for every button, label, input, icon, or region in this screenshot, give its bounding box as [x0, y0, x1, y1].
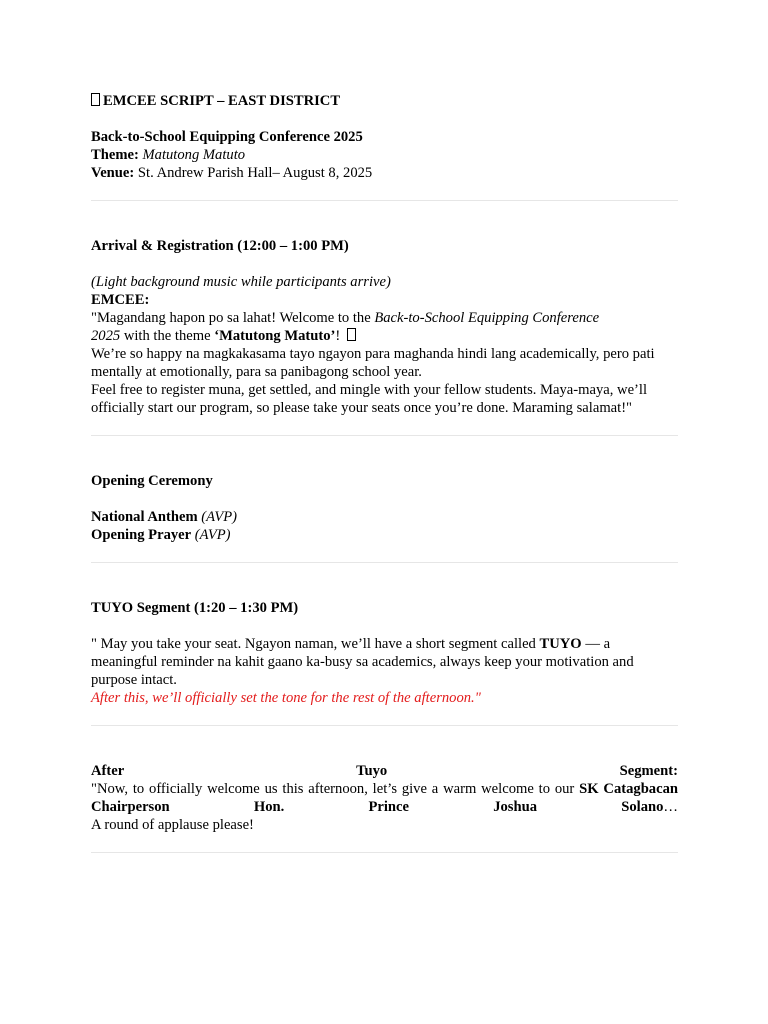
tuyo-red-line: After this, we’ll officially set the tone for the rest of the afternoon." [91, 690, 481, 706]
theme-value: Matutong Matuto [142, 147, 246, 163]
venue-label: Venue: [91, 165, 135, 181]
venue-value: St. Andrew Parish Hall– August 8, 2025 [137, 165, 373, 181]
arrival-paragraph-2: We’re so happy na magkakasama tayo ngayon para maghanda hindi lang academically, pero pati mentally at emotionally, para sa panibagong school year. [91, 346, 655, 380]
venue-line [91, 164, 678, 182]
document-title: EMCEE SCRIPT – EAST DISTRICT [91, 92, 678, 110]
anthem-line: National Anthem (AVP) [91, 509, 238, 525]
after-text: "Now, to officially welcome us this afternoon, let’s give a warm welcome to our SK Catagbacan Chairperson Hon. Prince Joshua Solano… [91, 781, 678, 815]
tuyo-heading: TUYO Segment (1:20 – 1:30 PM) [91, 600, 299, 616]
arrival-welcome: "Magandang hapon po sa lahat! Welcome to the Back-to-School Equipping Conference 2025 with the theme ‘Matutong Matuto’! [91, 310, 600, 344]
after-heading: After Tuyo Segment: [91, 763, 678, 779]
theme-line [91, 146, 678, 164]
theme-label: Theme: [91, 147, 139, 163]
arrival-heading: Arrival & Registration (12:00 – 1:00 PM) [91, 238, 349, 254]
opening-heading: Opening Ceremony [91, 473, 213, 489]
arrival-paragraph-3: Feel free to register muna, get settled, and mingle with your fellow students. Maya-maya, we’ll officially start our program, so please take your seats once you’re done. Maraming salamat!" [91, 382, 648, 416]
arrival-speaker: EMCEE: [91, 292, 150, 308]
missing-glyph-icon [91, 93, 100, 106]
event-name: Back-to-School Equipping Conference 2025 [91, 129, 363, 145]
arrival-note: (Light background music while participants arrive) [91, 274, 391, 290]
missing-glyph-icon [347, 328, 356, 341]
applause-line: A round of applause please! [91, 817, 254, 833]
section-divider [91, 852, 678, 853]
prayer-line: Opening Prayer (AVP) [91, 527, 231, 543]
tuyo-text: " May you take your seat. Ngayon naman, we’ll have a short segment called TUYO — a meaningful reminder na kahit gaano ka-busy sa academics, always keep your motivation and purpose intact. [91, 636, 634, 688]
document-page [91, 92, 678, 853]
